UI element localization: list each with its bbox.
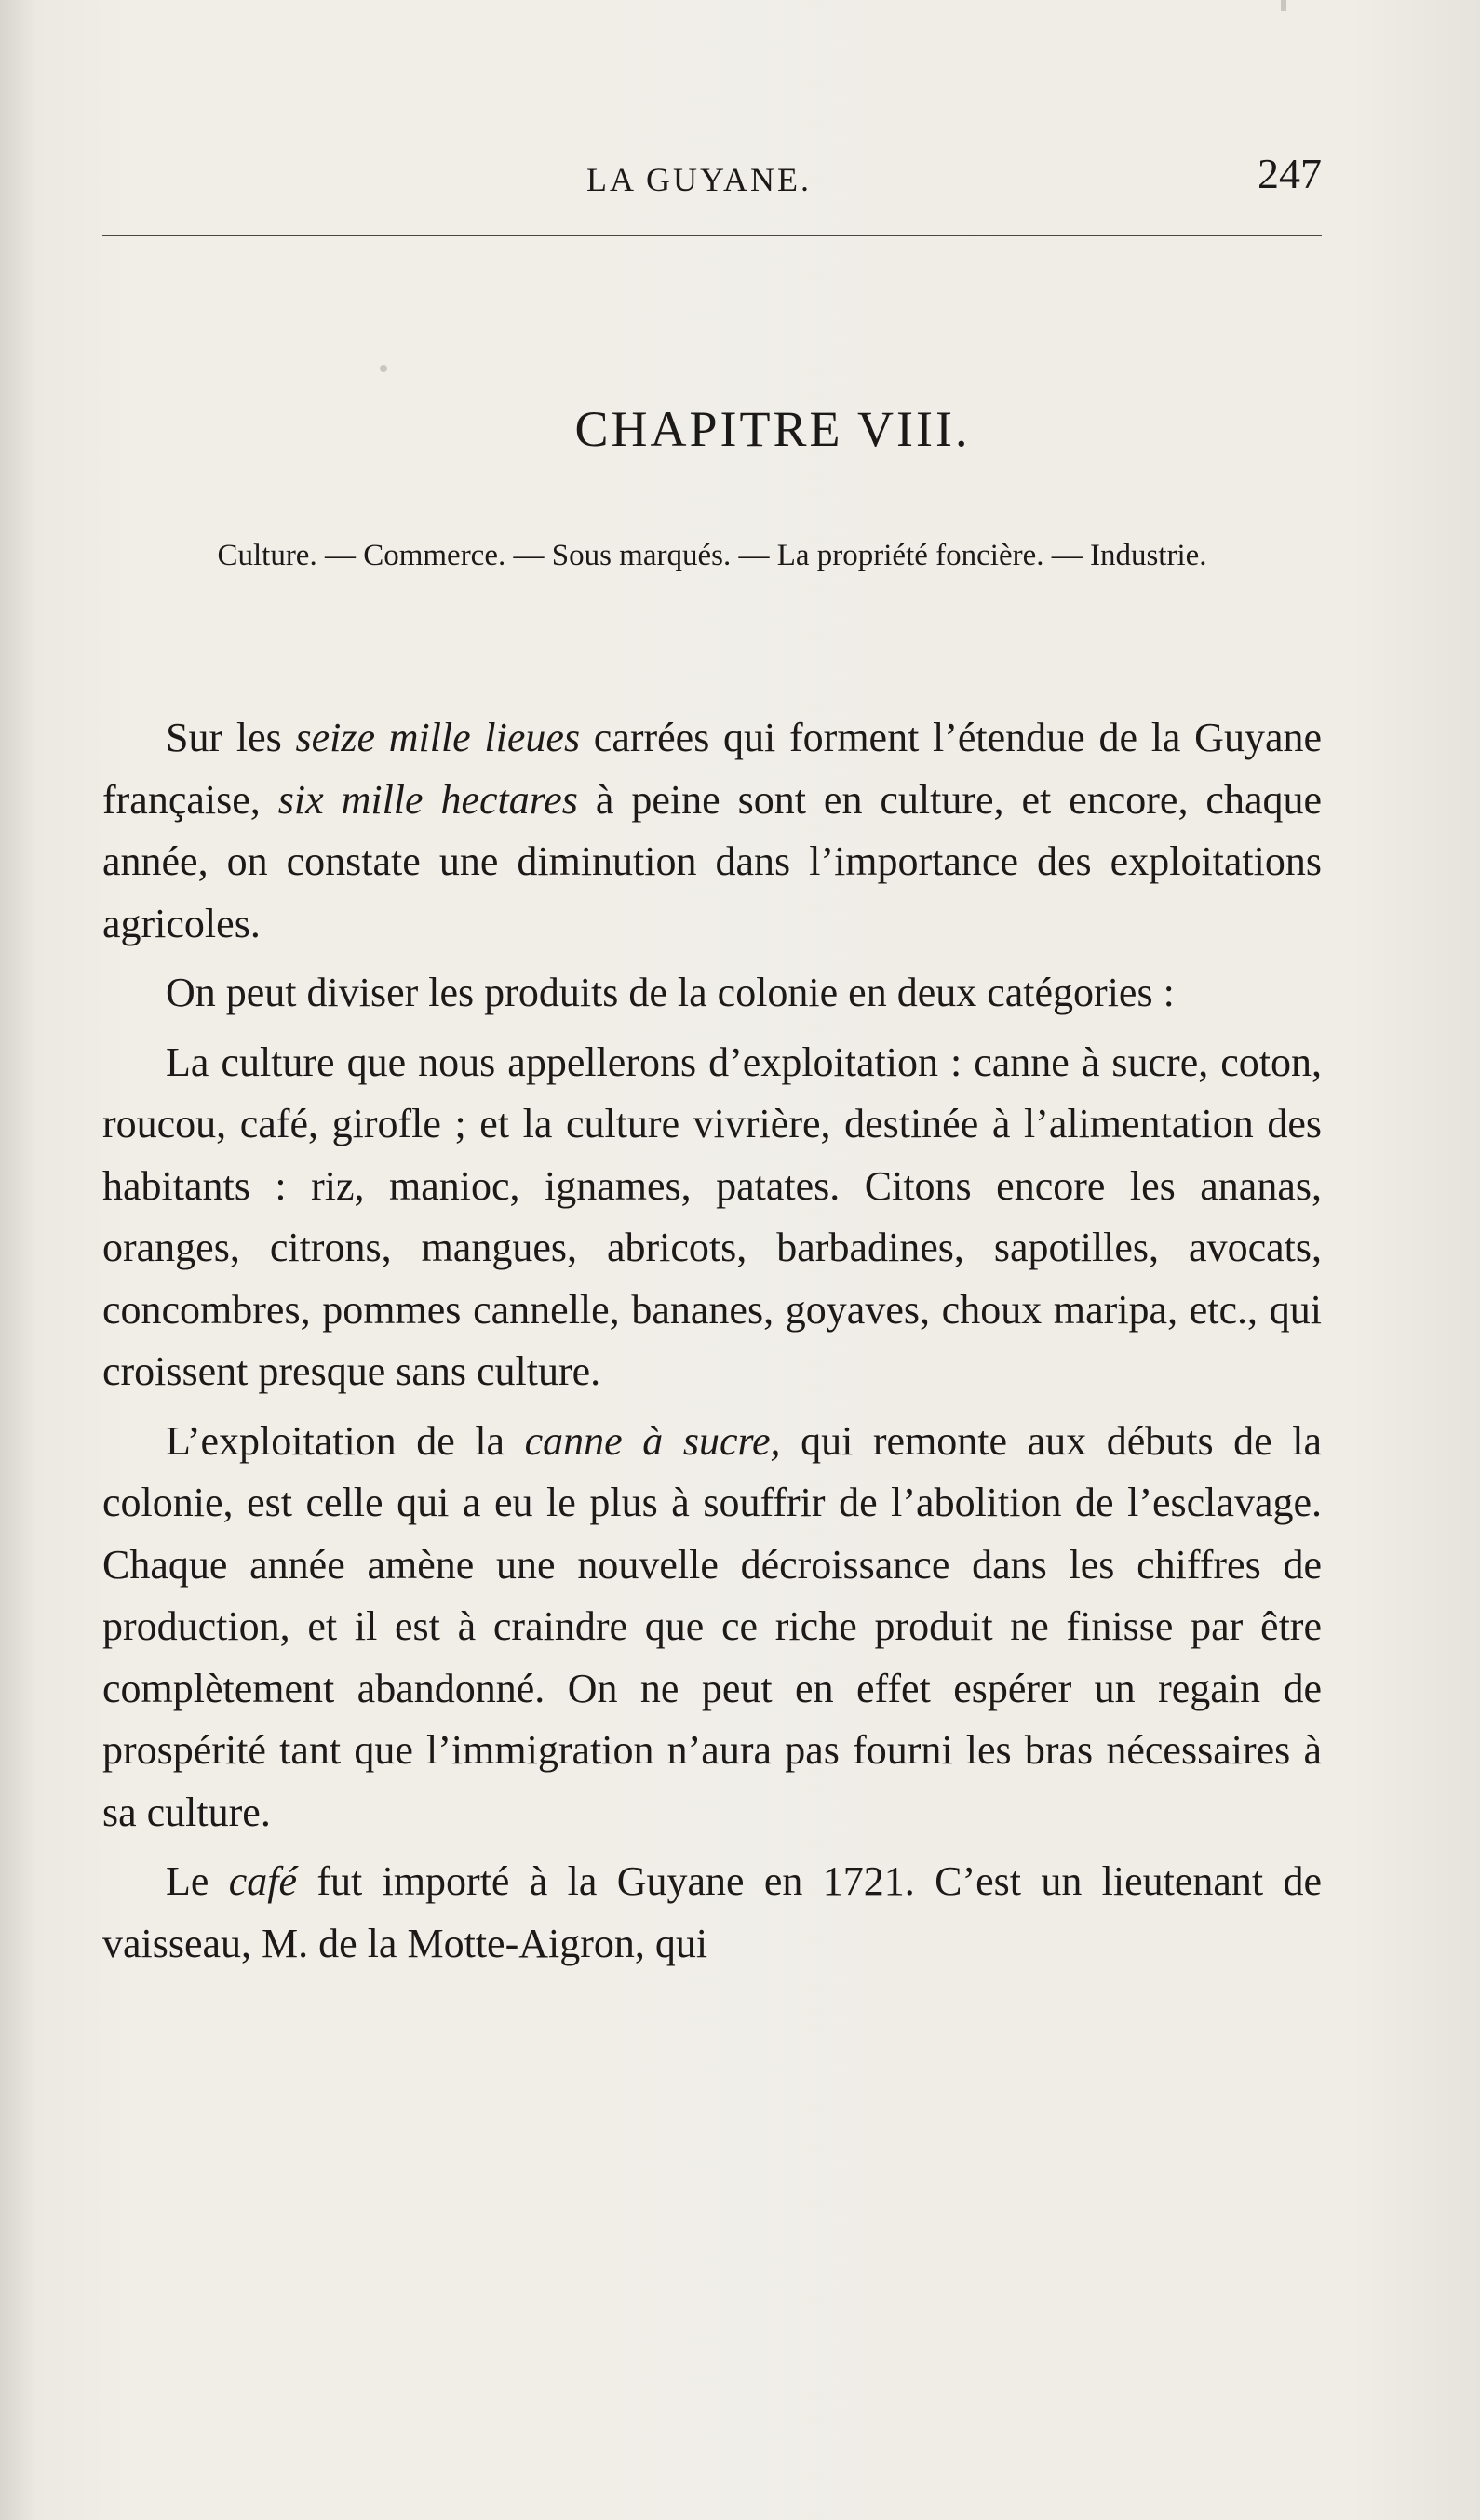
paragraph: Le café fut importé à la Guyane en 1721. C’est un lieutenant de vaisseau, M. de la Motte-Aigron, qui xyxy=(102,1858,1322,1966)
italic-text: six mille hectares xyxy=(277,776,578,823)
paragraph: La culture que nous appellerons d’exploitation : canne à sucre, coton, roucou, café, girofle ; et la culture vivrière, destinée à l’alimentation des habitants : riz, manioc, ignames, patates. Citons encore les ananas, oranges, citrons, mangues, abricots, barbadines, sapotilles, avocats, concombres, pommes cannelle, bananes, goyaves, choux maripa, etc., qui croissent presque sans culture. xyxy=(102,1039,1322,1394)
running-title: LA GUYANE. xyxy=(586,161,812,198)
header-rule xyxy=(102,235,1322,236)
italic-text: seize mille lieues xyxy=(295,715,581,760)
italic-text: canne à sucre, xyxy=(524,1417,781,1464)
paragraph: On peut diviser les produits de la colonie en deux catégories : xyxy=(166,970,1175,1015)
chapter-title: CHAPITRE VIII. xyxy=(574,401,971,457)
chapter-summary: Culture. — Commerce. — Sous marqués. — La propriété foncière. — Industrie. xyxy=(217,539,1207,572)
body-text xyxy=(102,707,1322,1982)
paragraph: L’exploitation de la canne à sucre, qui remonte aux débuts de la colonie, est celle qui a eu le plus à souffrir de l’abolition de l’esclavage. Chaque année amène une nouvelle décroissance dans les chiffres de production, et il est à craindre que ce riche produit ne finisse par être complètement abandonné. On ne peut en effet espérer un regain de prospérité tant que l’immigration n’aura pas fourni les bras nécessaires à sa culture. xyxy=(102,1417,1322,1835)
ink-speck xyxy=(1281,0,1286,11)
italic-text: café xyxy=(228,1858,298,1904)
page-number: 247 xyxy=(1258,150,1322,197)
page-header xyxy=(102,149,1322,205)
paragraph: Sur les seize mille lieues carrées qui forment l’étendue de la Guyane française, six mille hectares à peine sont en culture, et encore, chaque année, on constate une diminution dans l’importance des exploitations agricoles. xyxy=(102,715,1323,946)
ink-speck xyxy=(380,365,387,372)
